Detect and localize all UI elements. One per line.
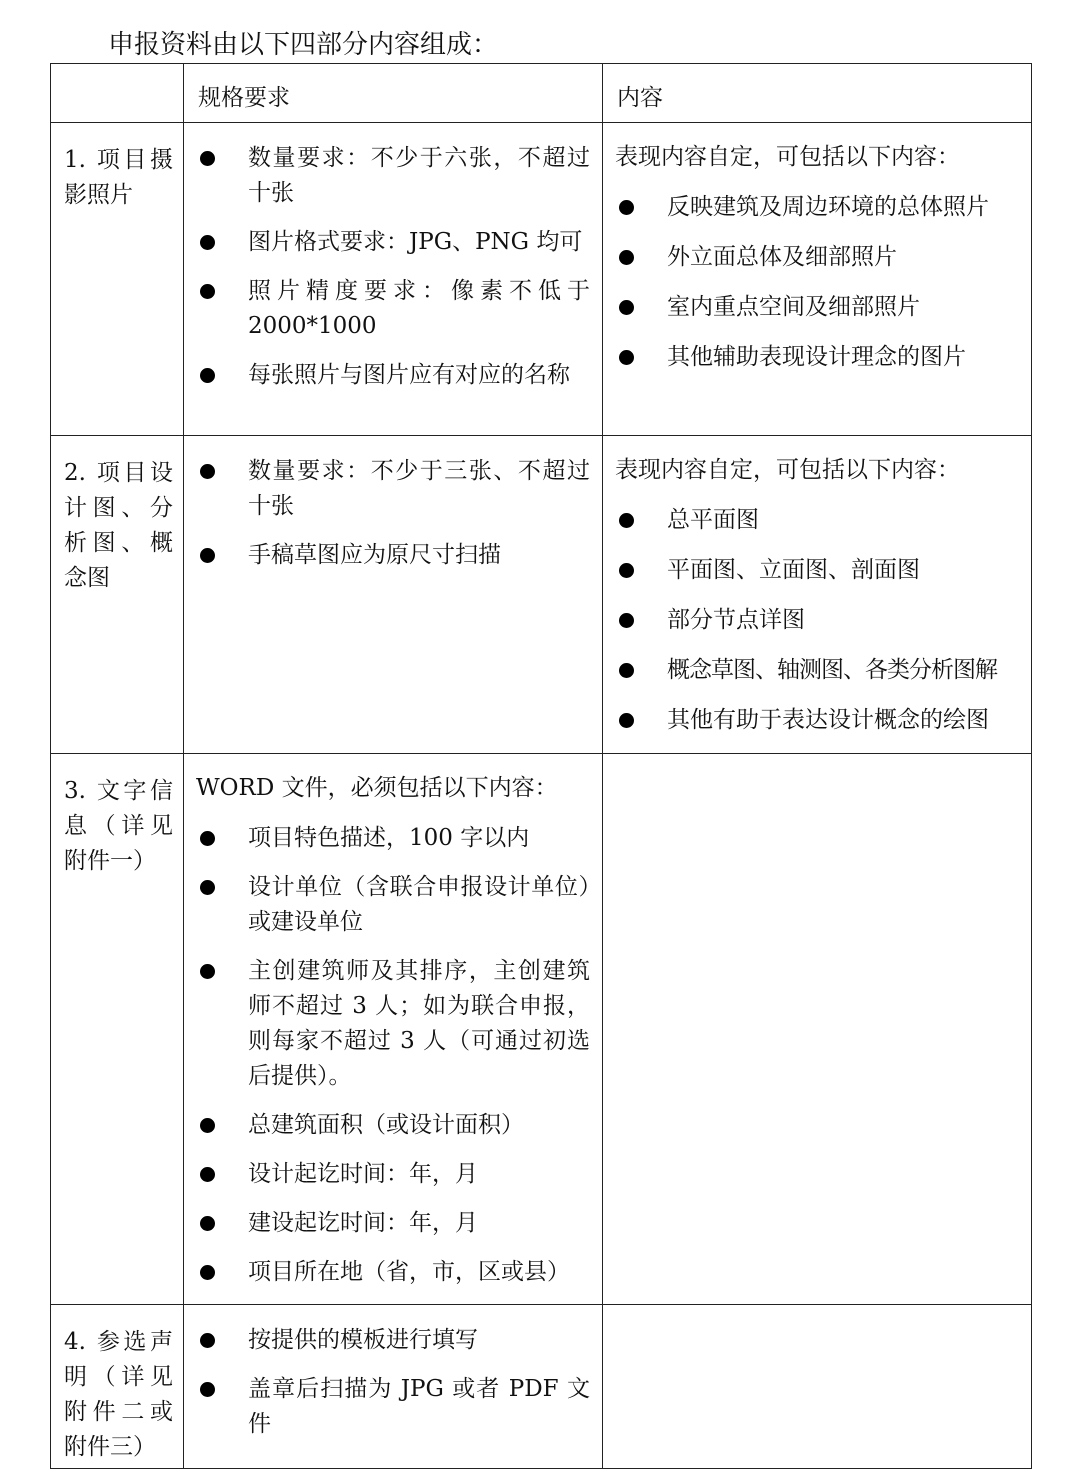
header-spec: 规格要求 <box>184 64 603 123</box>
bullet-icon <box>200 284 215 299</box>
spec-list <box>196 821 590 1290</box>
bullet-icon <box>200 831 215 846</box>
list-item: 设计单位（含联合申报设计单位）或建设单位 <box>196 870 590 940</box>
content-cell <box>603 436 1032 754</box>
bullet-icon <box>619 513 634 528</box>
spec-list <box>196 141 590 393</box>
bullet-icon <box>619 300 634 315</box>
list-item: 数量要求：不少于三张、不超过十张 <box>196 454 590 524</box>
bullet-icon <box>200 1333 215 1348</box>
content-intro: 表现内容自定，可包括以下内容： <box>615 457 960 483</box>
bullet-icon <box>619 663 634 678</box>
list-item: 平面图、立面图、剖面图 <box>615 553 1019 588</box>
bullet-icon <box>619 613 634 628</box>
list-item: 每张照片与图片应有对应的名称 <box>196 358 590 393</box>
list-item: 图片格式要求：JPG、PNG 均可 <box>196 225 590 260</box>
list-item: 照片精度要求：像素不低于2000*1000 <box>196 274 590 344</box>
bullet-icon <box>200 464 215 479</box>
spec-cell <box>184 123 603 436</box>
content-cell <box>603 123 1032 436</box>
table-row <box>51 1305 1032 1469</box>
list-item: 总建筑面积（或设计面积） <box>196 1108 590 1143</box>
bullet-icon <box>200 368 215 383</box>
list-item: 盖章后扫描为 JPG 或者 PDF 文件 <box>196 1372 590 1442</box>
bullet-icon <box>200 1167 215 1182</box>
content-cell <box>603 754 1032 1305</box>
row-label-cell: 2. 项目设计图、分析图、概念图 <box>51 436 184 754</box>
bullet-icon <box>200 548 215 563</box>
table-row <box>51 123 1032 436</box>
row-label-cell: 4. 参选声明（详见附件二或附件三） <box>51 1305 184 1469</box>
bullet-icon <box>200 1265 215 1280</box>
bullet-icon <box>619 200 634 215</box>
content-list <box>615 503 1019 738</box>
spec-list <box>196 454 590 573</box>
list-item: 反映建筑及周边环境的总体照片 <box>615 190 1019 225</box>
list-item: 按提供的模板进行填写 <box>196 1323 590 1358</box>
bullet-icon <box>619 713 634 728</box>
bullet-icon <box>200 964 215 979</box>
intro-text: 申报资料由以下四部分内容组成： <box>108 30 499 60</box>
bullet-icon <box>200 1216 215 1231</box>
list-item: 外立面总体及细部照片 <box>615 240 1019 275</box>
header-blank <box>51 64 184 123</box>
list-item: 项目特色描述，100 字以内 <box>196 821 590 856</box>
content-list <box>615 190 1019 375</box>
list-item: 部分节点详图 <box>615 603 1019 638</box>
list-item: 其他辅助表现设计理念的图片 <box>615 340 1019 375</box>
table-row <box>51 436 1032 754</box>
bullet-icon <box>200 1118 215 1133</box>
bullet-icon <box>200 1382 215 1397</box>
list-item: 室内重点空间及细部照片 <box>615 290 1019 325</box>
content-cell <box>603 1305 1032 1469</box>
spec-cell <box>184 436 603 754</box>
spec-cell <box>184 754 603 1305</box>
bullet-icon <box>200 880 215 895</box>
bullet-icon <box>619 350 634 365</box>
list-item: 手稿草图应为原尺寸扫描 <box>196 538 590 573</box>
list-item: 建设起讫时间：年，月 <box>196 1206 590 1241</box>
bullet-icon <box>619 563 634 578</box>
list-item: 主创建筑师及其排序，主创建筑师不超过 3 人；如为联合申报，则每家不超过 3 人（可通过初选后提供）。 <box>196 954 590 1094</box>
list-item: 总平面图 <box>615 503 1019 538</box>
spec-intro: WORD 文件，必须包括以下内容： <box>196 775 558 801</box>
table-header-row <box>51 64 1032 123</box>
content-intro: 表现内容自定，可包括以下内容： <box>615 144 960 170</box>
list-item: 其他有助于表达设计概念的绘图 <box>615 703 1019 738</box>
list-item: 概念草图、轴测图、各类分析图解 <box>615 653 1019 688</box>
row-label-cell: 1. 项目摄影照片 <box>51 123 184 436</box>
bullet-icon <box>200 151 215 166</box>
list-item: 项目所在地（省，市，区或县） <box>196 1255 590 1290</box>
table-row <box>51 754 1032 1305</box>
row-label-cell: 3. 文字信息（详见附件一） <box>51 754 184 1305</box>
list-item: 数量要求：不少于六张，不超过十张 <box>196 141 590 211</box>
spec-cell <box>184 1305 603 1469</box>
materials-table <box>50 63 1032 1469</box>
list-item: 设计起讫时间：年，月 <box>196 1157 590 1192</box>
bullet-icon <box>619 250 634 265</box>
header-content: 内容 <box>603 64 1032 123</box>
bullet-icon <box>200 235 215 250</box>
spec-list <box>196 1323 590 1442</box>
